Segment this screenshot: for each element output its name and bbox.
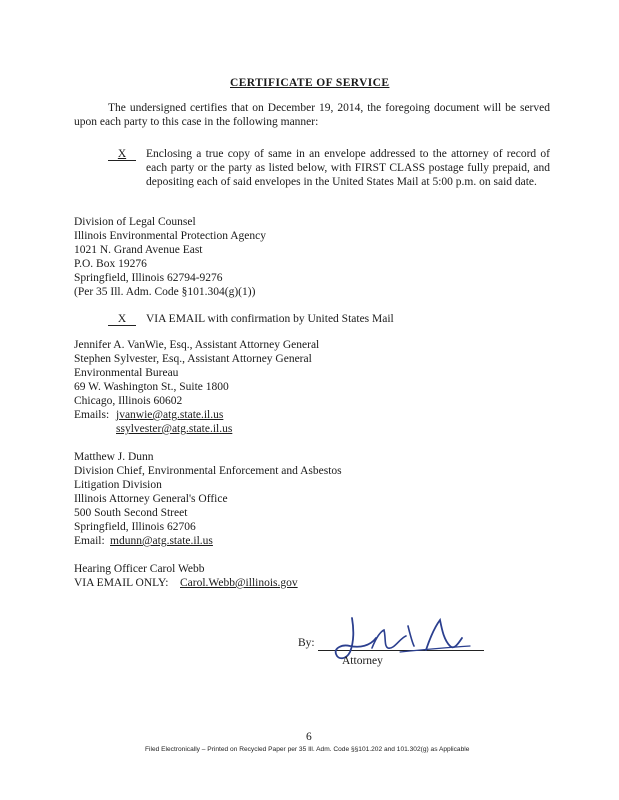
recipient2-line: Environmental Bureau	[74, 367, 179, 379]
method2-mark	[108, 312, 136, 326]
recipient2-emails-label: Emails:	[74, 409, 110, 421]
recipient2-email-link[interactable]: ssylvester@atg.state.il.us	[116, 423, 233, 435]
recipient4-via-label: VIA EMAIL ONLY:	[74, 577, 169, 589]
recipient1-line: (Per 35 Ill. Adm. Code §101.304(g)(1))	[74, 286, 256, 298]
recipient4-email-link[interactable]: Carol.Webb@illinois.gov	[180, 577, 298, 589]
recipient3-line: Division Chief, Environmental Enforcement and Asbestos	[74, 465, 342, 477]
method1-mark-line	[108, 160, 136, 161]
signature-by-label: By:	[298, 637, 315, 649]
recipient1-line: Springfield, Illinois 62794-9276	[74, 272, 223, 284]
recipient2-line: Chicago, Illinois 60602	[74, 395, 183, 407]
footer-note: Filed Electronically – Printed on Recycled Paper per 35 Ill. Adm. Code §§101.202 and 101.302(g) as Applicable	[145, 746, 470, 753]
recipient2-address	[74, 338, 319, 408]
page-number: 6	[306, 731, 312, 743]
recipient3-line: Litigation Division	[74, 479, 162, 491]
method2-mark-line	[108, 325, 136, 326]
recipient2-line: Jennifer A. VanWie, Esq., Assistant Attorney General	[74, 339, 320, 351]
recipient1-line: Illinois Environmental Protection Agency	[74, 230, 266, 242]
recipient2-line: Stephen Sylvester, Esq., Assistant Attorney General	[74, 353, 312, 365]
recipient1-line: P.O. Box 19276	[74, 258, 147, 270]
method1-mark	[108, 147, 136, 161]
recipient2-line: 69 W. Washington St., Suite 1800	[74, 381, 229, 393]
recipient1-line: Division of Legal Counsel	[74, 216, 196, 228]
method2-mark-text: X	[117, 313, 127, 325]
signature-role: Attorney	[342, 655, 383, 667]
recipient1-line: 1021 N. Grand Avenue East	[74, 244, 203, 256]
recipient3-email-label: Email:	[74, 535, 105, 547]
recipient3-line: 500 South Second Street	[74, 507, 188, 519]
certificate-title: CERTIFICATE OF SERVICE	[230, 77, 390, 89]
recipient2-email-link[interactable]: jvanwie@atg.state.il.us	[116, 409, 224, 421]
recipient1-address	[74, 215, 266, 299]
method2-text: VIA EMAIL with confirmation by United States Mail	[146, 313, 394, 325]
recipient3-email-link[interactable]: mdunn@atg.state.il.us	[110, 535, 213, 547]
method1-mark-text: X	[117, 148, 127, 160]
method1-text: Enclosing a true copy of same in an envelope addressed to the attorney of record of each party or the party as listed below, with FIRST CLASS postage fully prepaid, and depositing each of said envelopes in the United States Mail at 5:00 p.m. on said date.	[146, 148, 550, 188]
recipient3-line: Matthew J. Dunn	[74, 451, 154, 463]
recipient3-line: Springfield, Illinois 62706	[74, 521, 196, 533]
recipient4-line: Hearing Officer Carol Webb	[74, 563, 205, 575]
intro-paragraph: The undersigned certifies that on December 19, 2014, the foregoing document will be served upon each party to this case in the following manner:	[74, 102, 550, 128]
recipient3-address	[74, 450, 342, 534]
recipient3-line: Illinois Attorney General's Office	[74, 493, 228, 505]
